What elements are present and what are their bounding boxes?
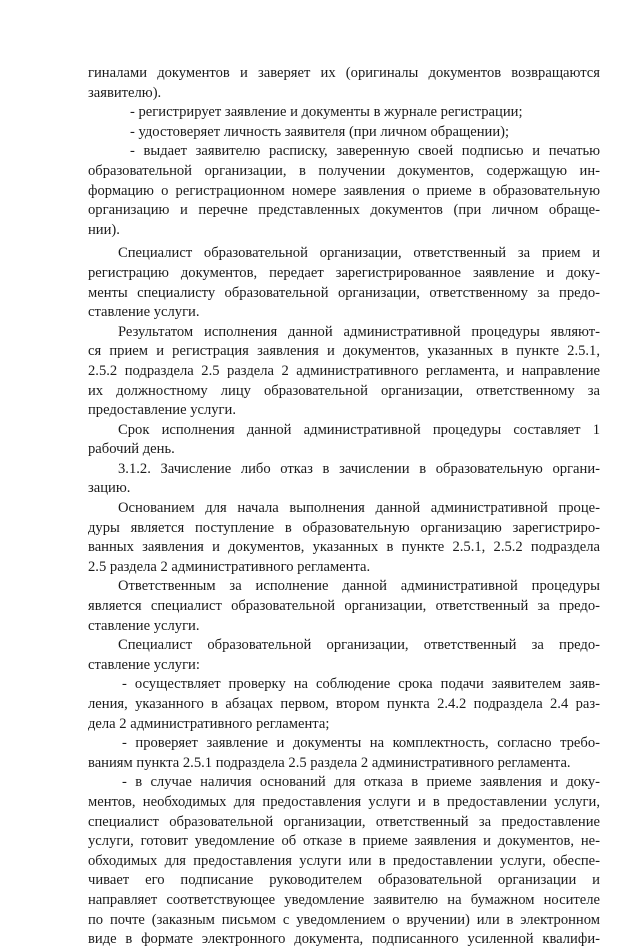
text-line: предоставление услуги.	[88, 402, 236, 419]
text-line: обходимых для предоставления услуги или в предоставлении услуги, обеспе-	[88, 852, 600, 869]
list-item: - осуществляет проверку на соблюдение срока подачи заявителем заяв-	[122, 676, 600, 693]
text-line: образовательной организации, в получении документов, содержащую ин-	[88, 162, 600, 179]
paragraph-start: Срок исполнения данной административной процедуры составляет 1	[118, 421, 600, 438]
text-line: рабочий день.	[88, 441, 175, 458]
paragraph-start: Основанием для начала выполнения данной административной проце-	[118, 500, 600, 517]
text-line: ся прием и регистрация заявления и документов, указанных в пункте 2.5.1,	[88, 343, 600, 360]
text-line: их должностному лицу образовательной организации, ответственному за	[88, 382, 600, 399]
text-line: ванных заявления и документов, указанных в пункте 2.5.1, 2.5.2 подраздела	[88, 539, 600, 556]
text-line: специалист образовательной организации, ответственный за предоставление	[88, 813, 600, 830]
paragraph-start: Специалист образовательной организации, ответственный за прием и	[118, 245, 600, 262]
list-item: - регистрирует заявление и документы в журнале регистрации;	[130, 104, 523, 121]
text-line: менты специалисту образовательной организации, ответственному за предо-	[88, 284, 600, 301]
paragraph-start: Ответственным за исполнение данной административной процедуры	[118, 578, 600, 595]
list-item: - в случае наличия оснований для отказа в приеме заявления и доку-	[122, 774, 600, 791]
paragraph-start: Результатом исполнения данной административной процедуры являют-	[118, 323, 600, 340]
text-line: дуры является поступление в образовательную организацию зарегистриро-	[88, 519, 600, 536]
text-line: 2.5.2 подраздела 2.5 раздела 2 административного регламента, и направление	[88, 362, 600, 379]
text-line: зацию.	[88, 480, 131, 497]
text-line: чивает его подписание руководителем образовательной организации и	[88, 872, 600, 889]
text-line: ставление услуги.	[88, 617, 200, 634]
text-line: 2.5 раздела 2 административного регламента.	[88, 558, 371, 575]
text-line: ставление услуги.	[88, 304, 200, 321]
text-line: ления, указанного в абзацах первом, втором пункта 2.4.2 подраздела 2.4 раз-	[88, 696, 600, 712]
text-line: виде в формате электронного документа, подписанного усиленной квалифи-	[88, 931, 600, 948]
text-line: заявителю).	[88, 84, 162, 101]
text-line: формацию о регистрационном номере заявления о приеме в образовательную	[88, 182, 600, 199]
text-line: гиналами документов и заверяет их (оригиналы документов возвращаются	[88, 65, 600, 81]
text-line: регистрацию документов, передает зарегистрированное заявление и доку-	[88, 264, 600, 281]
text-line: услуги, готовит уведомление об отказе в приеме заявления и документов, не-	[88, 833, 600, 850]
list-item: - удостоверяет личность заявителя (при личном обращении);	[130, 123, 510, 140]
paragraph-start: Специалист образовательной организации, ответственный за предо-	[118, 637, 600, 654]
text-line: по почте (заказным письмом с уведомлением о вручении) или в электронном	[88, 911, 600, 928]
text-line: нии).	[88, 221, 120, 238]
list-item: - выдает заявителю расписку, заверенную своей подписью и печатью	[130, 143, 600, 160]
text-line: организацию и перечне представленных документов (при личном обраще-	[88, 202, 600, 219]
text-line: ваниям пункта 2.5.1 подраздела 2.5 раздела 2 административного регламента.	[88, 754, 571, 771]
section-heading: 3.1.2. Зачисление либо отказ в зачислении в образовательную органи-	[118, 460, 600, 477]
text-line: ставление услуги:	[88, 656, 200, 673]
text-line: ментов, необходимых для предоставления услуги и в предоставлении услуги,	[88, 793, 600, 810]
list-item: - проверяет заявление и документы на комплектность, согласно требо-	[122, 735, 600, 752]
text-line: является специалист образовательной организации, ответственный за предо-	[88, 598, 600, 615]
text-line: направляет соответствующее уведомление заявителю на бумажном носителе	[88, 891, 600, 908]
text-line: дела 2 административного регламента;	[88, 715, 330, 732]
